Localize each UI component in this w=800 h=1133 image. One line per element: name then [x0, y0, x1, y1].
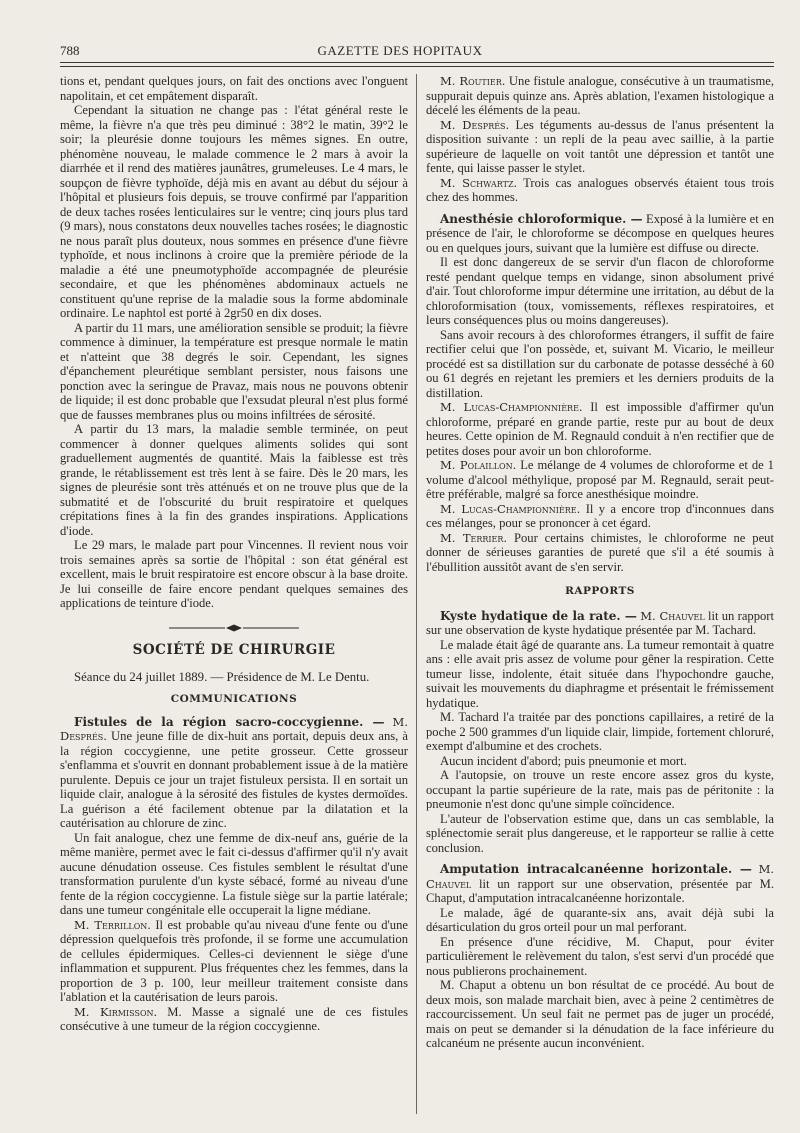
paragraph: Aucun incident d'abord; puis pneumonie et mort. [440, 753, 687, 768]
speaker-name: M. Kirmisson. [74, 1004, 158, 1019]
paragraph-text: Pour certains chimistes, le chloroforme ne peut donner de sérieuses garanties de pureté que s'il a été soumis à l'ébullition aussitôt avant de s'en servir. [426, 530, 774, 574]
paragraph: Le malade, âgé de quarante-six ans, avait déjà subi la désarticulation du gros orteil pour un mal perforant. [426, 905, 774, 934]
paragraph-text: Il y a encore trop d'inconnues dans ces mélanges, pour se prononcer à cet égard. [426, 501, 774, 530]
paragraph: tions et, pendant quelques jours, on fait des onctions avec l'onguent napolitain, et cet empâtement disparaît. [60, 74, 408, 103]
paragraph-text: lit un rapport sur une observation de kyste hydatique présentée par M. Tachard. [426, 608, 775, 637]
paragraph [60, 1005, 408, 1034]
speaker-name: M. Lucas-Championnière. [440, 400, 583, 414]
paragraph: Le 29 mars, le malade part pour Vincennes. Il revient nous voir trois semaines après sa sortie de l'hôpital : son état général est excellent, mais le bruit respiratoire est encore obscur à la base droite. Je lui conseille de faire encore pendant quelques semaines des applications de teinture d'iode. [60, 538, 408, 610]
right-column [426, 74, 774, 1051]
left-column [60, 74, 408, 1034]
paragraph [426, 458, 774, 502]
paragraph-text: Trois cas analogues observés étaient tous trois chez des hommes. [426, 175, 774, 204]
article-title: Amputation intracalcanéenne horizontale. — [440, 862, 752, 876]
speaker-name: M. Terrier. [440, 530, 508, 545]
paragraph-text: M. Masse a signalé une de ces fistules consécutive à une tumeur de la région coccygienne. [60, 1004, 409, 1033]
paragraph [426, 862, 774, 906]
paragraph [426, 502, 774, 531]
paragraph [426, 609, 774, 638]
section-title: SOCIÉTÉ DE CHIRURGIE [132, 642, 336, 658]
paragraph [426, 212, 774, 256]
speaker-name: M. Polaillon. [440, 458, 517, 472]
paragraph: Sans avoir recours à des chloroformes étrangers, il suffit de faire rectifier celui que l'on possède, et, suivant M. Vicario, le meilleur procédé est sa distillation sur du carbonate de potasse desséché à 60 ou 61 degrés en rejetant les premiers et les derniers produits de la distillation. [426, 327, 774, 400]
paragraph-text: lit un rapport sur une observation, présentée par M. Chaput, d'amputation intracalcanéenne horizontale. [426, 876, 774, 905]
speaker-name: M. Schwartz. [440, 175, 518, 190]
paragraph: Le malade était âgé de quarante ans. La tumeur remontait à quatre ans : elle avait pris assez de volume pour gêner la respiration. Cette tumeur lisse, indolente, était située dans l'hypochondre gauche, suivait les mouvements du diaphragme et présentait le frémissement hydatique. [426, 637, 774, 710]
speaker-name: M. Routier. [440, 74, 506, 88]
header-rule [60, 62, 774, 63]
speaker-name: M. Després. [60, 714, 408, 743]
spacer [426, 205, 774, 212]
paragraph: Cependant la situation ne change pas : l'état général reste le même, la fièvre n'a que très peu diminué : 38°2 le matin, 39°2 le soir; la pleurésie donne toujours les mêmes signes. En outre, phénomène nouveau, le malade commence le 2 mars à avoir la diarrhée et il rend des matières jaunâtres, grumeleuses. Le 4 mars, le soupçon de fièvre typhoïde, déjà mis en avant au début du séjour à l'hôpital et plusieurs fois depuis, se trouve confirmé par l'apparition de deux taches rosées lenticulaires sur le ventre; cinq jours plus tard (9 mars), nous constatons deux nouvelles taches rosées; le diagnostic ne nous paraît plus douteux, nous sommes en présence d'une fièvre typhoïde, et nous inclinons à croire que la première période de la maladie a été une pneumotyphoïde accompagnée de pleurésie secondaire, et que les phénomènes abdominaux actuels ne constituent qu'une reprise de la maladie sous la forme abdominale ordinaire. Le naphtol est porté à 2gr50 en dix doses. [60, 103, 408, 320]
paragraph-text: Les téguments au-dessus de l'anus présentent la disposition suivante : un repli de la peau avec saillie, à la partie supérieure de laquelle on voit tantôt une dépression et tantôt une fente, qui laisse passer le stylet. [426, 117, 774, 175]
ornament-rule-icon [169, 624, 299, 632]
paragraph: Un fait analogue, chez une femme de dix-neuf ans, guérie de la même manière, permet avec le fait ci-dessus d'affirmer qu'il n'y avait aucune dénudation osseuse. Ces fistules semblent le résultat d'une transformation purulente d'un kyste sébacé, formé au niveau d'une fente de la région coccygienne. La fistule siège sur la partie latérale; dans une tumeur congénitale elle occuperait la ligne médiane. [60, 830, 408, 917]
article-title: Anesthésie chloroformique. — [440, 211, 643, 226]
speaker-name: M. Terrillon. [74, 917, 151, 932]
header-rule [60, 66, 774, 67]
paragraph: En présence d'une récidive, M. Chaput, pour éviter particulièrement le relèvement du talon, s'est servi d'un procédé que nous publierons prochainement. [426, 934, 774, 978]
column-divider [416, 74, 417, 1114]
paragraph [60, 715, 408, 831]
paragraph-text: Une jeune fille de dix-huit ans portait, depuis deux ans, à la région coccygienne, une petite grosseur. Cette grosseur s'enflamma et s'ouvrit en donnant probablement issue à de la matière purulente. Depuis ce jour un trajet fistuleux persista. Il en sortait un liquide clair, analogue à la sérosité des fistules de kystes dermoïdes. La guérison a été facilement obtenue par la dilatation et la cautérisation au chlorure de zinc. [60, 729, 409, 830]
paragraph-text: Il est probable qu'au niveau d'une fente ou d'une dépression quelquefois très profonde, il se forme une accumulation de cellules épidermiques. Celles-ci deviennent le siège d'une inflammation et suppurent. Plus fréquentes chez les femmes, dans la proportion de 3 p. 100, leur meilleur traitement consiste dans l'ablation et la cautérisation de leurs parois. [60, 917, 408, 1004]
paragraph [60, 918, 408, 1005]
meeting-line: Séance du 24 juillet 1889. — Présidence de M. Le Dentu. [74, 669, 370, 684]
article-title: Fistules de la région sacro-coccygienne. — [74, 714, 385, 729]
article-title: Kyste hydatique de la rate. — [440, 608, 637, 623]
section-ornament [60, 621, 408, 636]
paragraph [426, 74, 774, 118]
paragraph: L'auteur de l'observation estime que, dans un cas semblable, la splénectomie serait plus dangereuse, et le rapporteur se rallie à cette conclusion. [426, 811, 774, 855]
paragraph: A partir du 13 mars, la maladie semble terminée, on peut commencer à donner quelques aliments solides qui sont graduellement augmentés de quantité. Mais la faiblesse est très grande, le rétablissement est très lent à se faire. Dès le 20 mars, les signes de pleurésie sont très atténués et on ne trouve plus que de la submatité et de l'obscurité du bruit respiratoire et quelques crépitations fines à la fin des grandes inspirations. Applications d'iode. [60, 422, 408, 538]
paragraph: M. Tachard l'a traitée par des ponctions capillaires, a retiré de la poche 2 500 grammes d'un liquide clair, limpide, fortement chloruré, exempt d'albumine et des crochets. [426, 710, 774, 753]
speaker-name: M. Lucas-Championnière. [440, 501, 581, 516]
page-number: 788 [60, 43, 80, 58]
paragraph: A l'autopsie, on trouve un reste encore assez gros du kyste, occupant la partie supérieure de la rate, mais pas de péritonite : la pneumonie n'est donc qu'une simple coïncidence. [426, 768, 774, 811]
paragraph-text: Il est impossible d'affirmer qu'un chloroforme, préparé en grande partie, reste pur au bout de deux heures. Cette opinion de M. Regnauld conduit à n'en rectifier que de petites doses pour avoir un bon chloroforme. [426, 400, 774, 458]
paragraph-text: Exposé à la lumière et en présence de l'air, le chloroforme se décompose en quelques heures ou en quelques jours, suivant que la lumière est diffuse ou directe. [426, 211, 774, 255]
paragraph: Il est donc dangereux de se servir d'un flacon de chloroforme resté pendant quelque temps en vidange, sinon absolument privé d'air. Tout chloroforme impur détermine une irritation, au début de la chloroformisation (toux, vomissements, réflexes respiratoires, et leurs conséquences plus ou moins dangereuses). [426, 255, 774, 327]
running-head: GAZETTE DES HOPITAUX [317, 43, 483, 58]
paragraph: M. Chaput a obtenu un bon résultat de ce procédé. Au bout de deux mois, son malade marchait bien, avec à peine 2 centimètres de raccourcissement. Un seul fait ne permet pas de juger un procédé, mais on peut se demander si la dénudation de la face inférieure du calcanéum ne présente aucun inconvénient. [426, 978, 774, 1050]
spacer [426, 855, 774, 862]
paragraph [426, 118, 774, 176]
paragraph [426, 531, 774, 575]
paragraph: A partir du 11 mars, une amélioration sensible se produit; la fièvre commence à diminuer, la température est presque normale le matin et n'atteint que 38 degrés le soir. Cependant, les signes d'épanchement pleurétique semblant persister, nous faisons une ponction avec la seringue de Pravaz, mais nous ne pouvons obtenir de liquide; il est donc probable que l'exsudat pleural n'est plus formé que de fausses membranes plus ou moins infiltrées de sérosité. [60, 320, 408, 422]
paragraph-text: Une fistule analogue, consécutive à un traumatisme, suppurait depuis quinze ans. Après ablation, l'examen histologique a décelé les éléments de la peau. [426, 74, 775, 117]
paragraph-text: Le mélange de 4 volumes de chloroforme et de 1 volume d'alcool méthylique, proposé par M. Regnauld, serait peut-être préférable, malgré sa force anesthésique moindre. [426, 458, 774, 501]
speaker-name: M. Després. [440, 117, 510, 132]
subheading-communications: COMMUNICATIONS [170, 693, 298, 705]
paragraph [426, 176, 774, 205]
speaker-name: M. Chauvel [426, 862, 774, 891]
speaker-name: M. Chauvel [640, 608, 705, 623]
paragraph [426, 400, 774, 458]
subheading-rapports: RAPPORTS [565, 585, 635, 597]
